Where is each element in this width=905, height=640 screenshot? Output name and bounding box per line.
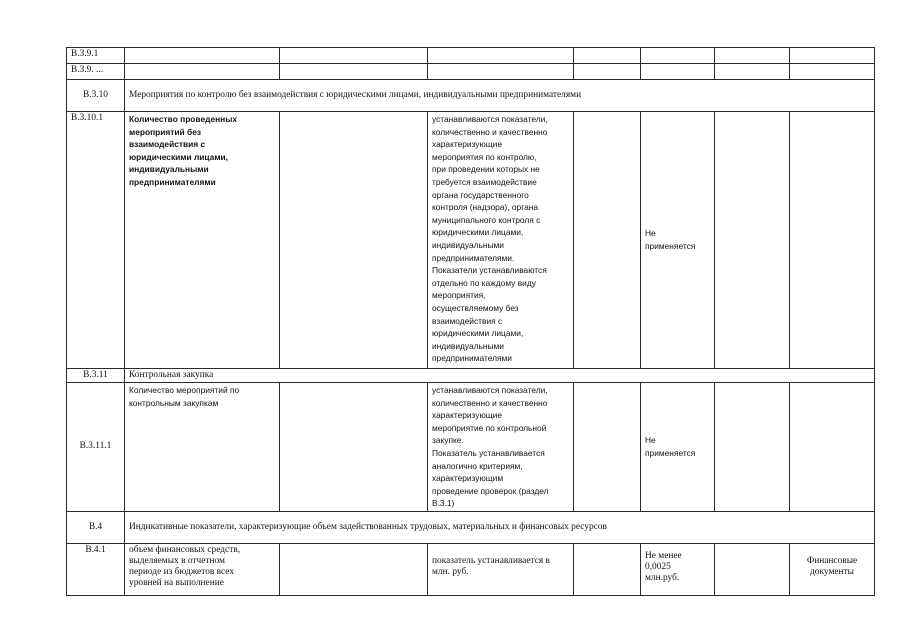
empty-cell: [574, 383, 641, 512]
empty-cell: [715, 48, 790, 64]
row-code: B.3.11.1: [67, 383, 125, 512]
empty-cell: [574, 64, 641, 80]
table-row-b4-1: [67, 543, 875, 595]
empty-cell: [715, 543, 790, 595]
section-row-b4: [67, 511, 875, 543]
table-row-b3-10-1: [67, 112, 875, 369]
indicator-table-page: [66, 47, 874, 599]
indicator-table: [66, 47, 875, 596]
indicator-name: Количество проведенных мероприятий без взаимодействия с юридическими лицами, индивидуальными предпринимателями: [125, 112, 280, 369]
row-code: B.4.1: [67, 543, 125, 595]
indicator-name: объем финансовых средств, выделяемых в отчетном периоде из бюджетов всех уровней на выполнение: [125, 543, 280, 595]
empty-cell: [790, 64, 875, 80]
table-row-b3-9-x: [67, 64, 875, 80]
empty-cell: [280, 543, 428, 595]
empty-cell: [790, 383, 875, 512]
empty-cell: [428, 48, 574, 64]
empty-cell: [715, 383, 790, 512]
table-row-b3-11-1: [67, 383, 875, 512]
empty-cell: [574, 543, 641, 595]
indicator-source: Финансовые документы: [790, 543, 875, 595]
empty-cell: [125, 64, 280, 80]
empty-cell: [790, 112, 875, 369]
indicator-target: Не применяется: [641, 383, 715, 512]
section-row-b3-10: [67, 80, 875, 112]
indicator-description: показатель устанавливается в млн. руб.: [428, 543, 574, 595]
empty-cell: [280, 64, 428, 80]
empty-cell: [125, 48, 280, 64]
section-title: Контрольная закупка: [125, 369, 875, 383]
section-code: B.4: [67, 511, 125, 543]
empty-cell: [280, 383, 428, 512]
empty-cell: [428, 64, 574, 80]
section-row-b3-11: [67, 369, 875, 383]
row-code: B.3.9. ...: [67, 64, 125, 80]
indicator-description: устанавливаются показатели, количественно и качественно характеризующие мероприятие по контрольной закупке. Показатель устанавливается аналогично критериям, характеризующим проведение проверок (раздел B.3.1): [428, 383, 574, 512]
section-code: B.3.11: [67, 369, 125, 383]
empty-cell: [280, 48, 428, 64]
empty-cell: [280, 112, 428, 369]
section-title: Мероприятия по контролю без взаимодействия с юридическими лицами, индивидуальными предпринимателями: [125, 80, 875, 112]
indicator-name: Количество мероприятий по контрольным закупкам: [125, 383, 280, 512]
row-code: B.3.9.1: [67, 48, 125, 64]
indicator-description: устанавливаются показатели, количественно и качественно характеризующие мероприятия по контролю, при проведении которых не требуется взаимодействие органа государственного контроля (надзора), органа муниципального контроля с юридическими лицами, индивидуальными предпринимателями. Показатели устанавливаются отдельно по каждому виду мероприятия, осуществляемому без взаимодействия с юридическими лицами, индивидуальными предпринимателями: [428, 112, 574, 369]
empty-cell: [641, 64, 715, 80]
indicator-target: Не менее 0,0025 млн.руб.: [641, 543, 715, 595]
table-row-b3-9-1: [67, 48, 875, 64]
indicator-target: Не применяется: [641, 112, 715, 369]
empty-cell: [790, 48, 875, 64]
row-code: B.3.10.1: [67, 112, 125, 369]
empty-cell: [641, 48, 715, 64]
empty-cell: [715, 112, 790, 369]
section-title: Индикативные показатели, характеризующие объем задействованных трудовых, материальных и финансовых ресурсов: [125, 511, 875, 543]
empty-cell: [574, 112, 641, 369]
empty-cell: [574, 48, 641, 64]
empty-cell: [715, 64, 790, 80]
section-code: B.3.10: [67, 80, 125, 112]
